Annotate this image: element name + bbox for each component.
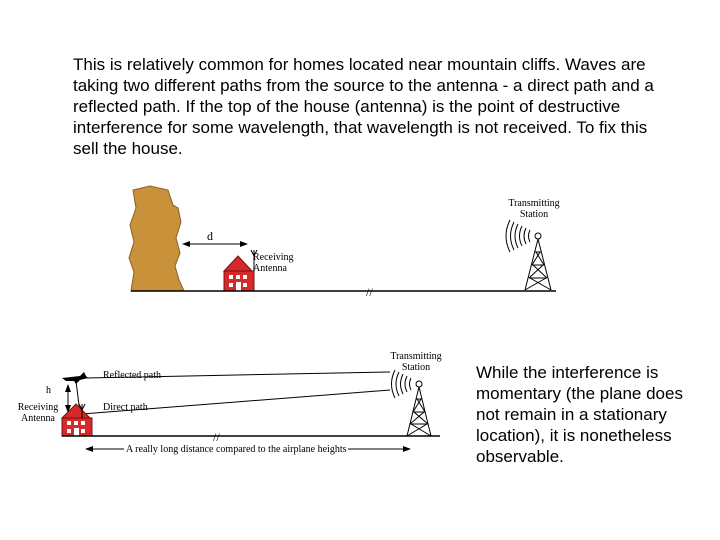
side-note: While the interference is momentary (the plane does not remain in a stationary location), it is nonetheless observable. — [476, 363, 683, 466]
transmitting-tower-bottom — [392, 370, 432, 436]
height-label: h — [46, 385, 51, 396]
top-transmitting-station-label: Transmitting Station — [508, 198, 560, 220]
long-distance-note: A really long distance compared to the airplane heights — [126, 444, 347, 455]
break-mark: // — [366, 285, 373, 299]
distance-label: d — [207, 229, 213, 243]
reflected-path-label: Reflected path — [103, 370, 162, 381]
intro-paragraph: This is relatively common for homes located near mountain cliffs. Waves are taking two different paths from the source to the antenna - a direct path and a reflected path. If the top of the house (antenna) is the point of destructive interference for some wavelength, that wavelength is not received. To fix this sell the house. — [73, 55, 654, 158]
transmitting-tower — [506, 220, 551, 290]
bottom-transmitting-station-label: Transmitting Station — [390, 351, 442, 373]
airplane-icon — [62, 372, 88, 384]
receiving-house-bottom — [62, 404, 92, 436]
break-mark-bottom: // — [213, 430, 220, 444]
cliff — [129, 186, 184, 291]
direct-path-label: Direct path — [103, 402, 148, 413]
top-diagram — [129, 186, 556, 299]
top-receiving-antenna-label: Receiving Antenna — [253, 252, 294, 274]
bottom-receiving-antenna-label: Receiving Antenna — [17, 402, 59, 424]
